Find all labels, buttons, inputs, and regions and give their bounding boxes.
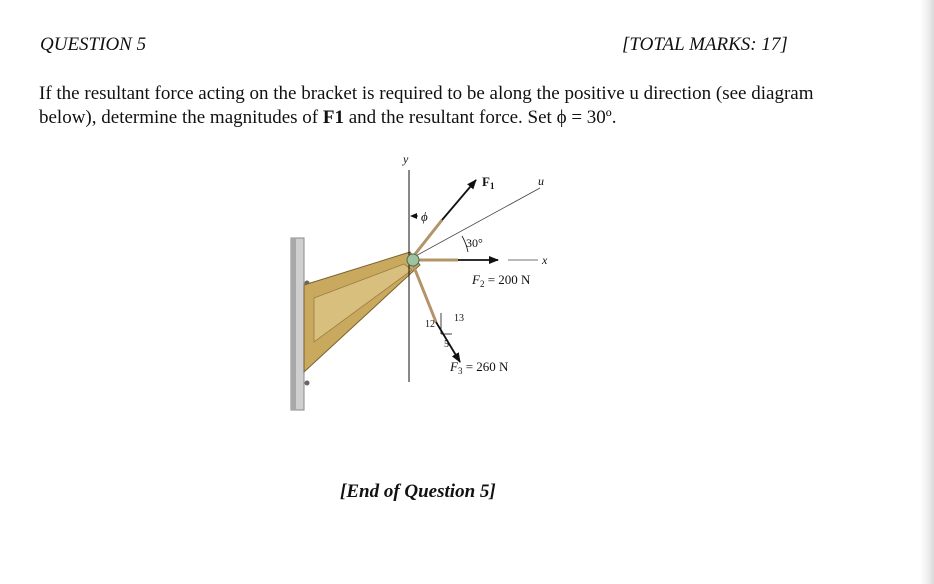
problem-text-end: and the resultant force. Set ϕ = 30º. [343,107,617,128]
force-f1-label: $F_1$ [482,174,495,191]
problem-statement [39,82,839,130]
u-axis-label: u [538,174,544,188]
wall-plate-shade [291,238,296,410]
question-title: QUESTION 5 [40,34,147,55]
slope-label-13: 13 [454,313,464,324]
force-f3-label: $F_3 = 260$ N [450,359,509,376]
bolt [305,381,310,386]
total-marks: [TOTAL MARKS: 17] [622,34,788,55]
problem-text-start: If the resultant force acting on the bracket is required to be along the positive u direction (see diagram below), determine the magnitudes of [39,83,814,128]
y-axis-label: y [403,152,409,166]
pin-connection [407,254,419,266]
force-f1-symbol: F1 [322,107,344,128]
slope-label-5: 5 [444,339,449,350]
page-edge-shadow [920,0,934,584]
end-of-question-note: [End of Question 5] [340,481,496,502]
force-f2-label: $F_2 = 200$ N [472,272,531,289]
slope-label-12: 12 [425,319,435,330]
bracket-force-diagram [270,148,570,418]
force-f1-arrow [442,180,476,220]
cable-f3 [412,262,436,322]
cable-f1 [412,220,442,258]
angle-label: 30° [466,236,483,250]
phi-label: ϕ [421,209,428,224]
x-axis-label: x [542,253,548,267]
